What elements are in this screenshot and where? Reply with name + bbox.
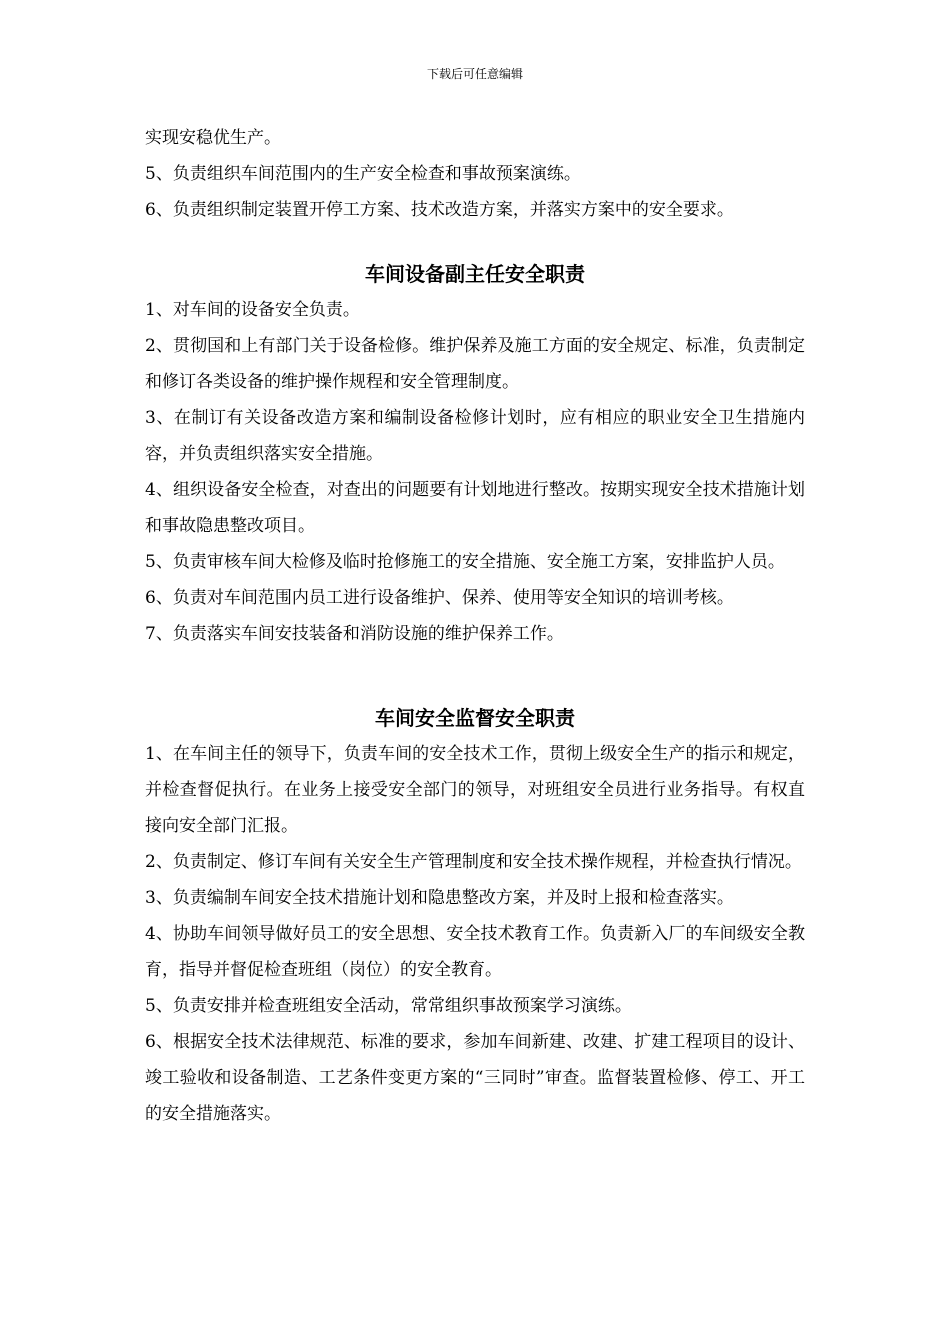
section1-paragraph-3: 3、在制订有关设备改造方案和编制设备检修计划时，应有相应的职业安全卫生措施内容，并负责组织落实安全措施。 (145, 408, 805, 464)
section1-paragraph-5: 5、负责审核车间大检修及临时抢修施工的安全措施、安全施工方案，安排监护人员。 (145, 552, 785, 572)
intro-paragraph-1: 实现安稳优生产。 (145, 128, 281, 148)
section2-paragraph-5: 5、负责安排并检查班组安全活动，常常组织事故预案学习演练。 (145, 996, 632, 1016)
section2-paragraph-6: 6、根据安全技术法律规范、标准的要求，参加车间新建、改建、扩建工程项目的设计、竣工验收和设备制造、工艺条件变更方案的“三同时”审查。监督装置检修、停工、开工的安全措施落实。 (145, 1032, 805, 1124)
section1-paragraph-7: 7、负责落实车间安技装备和消防设施的维护保养工作。 (145, 624, 564, 644)
document-body (145, 120, 805, 1132)
page-header-note: 下载后可任意编辑 (426, 67, 523, 81)
section1-paragraph-4: 4、组织设备安全检查，对查出的问题要有计划地进行整改。按期实现安全技术措施计划和事故隐患整改项目。 (145, 480, 805, 536)
section2-title: 车间安全监督安全职责 (375, 706, 575, 730)
section-spacer (145, 228, 805, 256)
section2-paragraph-1: 1、在车间主任的领导下，负责车间的安全技术工作，贯彻上级安全生产的指示和规定，并检查督促执行。在业务上接受安全部门的领导，对班组安全员进行业务指导。有权直接向安全部门汇报。 (145, 744, 805, 836)
section2-paragraph-4: 4、协助车间领导做好员工的安全思想、安全技术教育工作。负责新入厂的车间级安全教育，指导并督促检查班组（岗位）的安全教育。 (145, 924, 805, 980)
intro-paragraph-2: 5、负责组织车间范围内的生产安全检查和事故预案演练。 (145, 164, 581, 184)
intro-paragraph-3: 6、负责组织制定装置开停工方案、技术改造方案，并落实方案中的安全要求。 (145, 200, 734, 220)
section-spacer (145, 652, 805, 700)
section1-paragraph-6: 6、负责对车间范围内员工进行设备维护、保养、使用等安全知识的培训考核。 (145, 588, 734, 608)
section1-title: 车间设备副主任安全职责 (365, 262, 585, 286)
section1-paragraph-2: 2、贯彻国和上有部门关于设备检修。维护保养及施工方面的安全规定、标准，负责制定和修订各类设备的维护操作规程和安全管理制度。 (145, 336, 805, 392)
section1-paragraph-1: 1、对车间的设备安全负责。 (145, 300, 360, 320)
section2-paragraph-2: 2、负责制定、修订车间有关安全生产管理制度和安全技术操作规程，并检查执行情况。 (145, 852, 802, 872)
section2-paragraph-3: 3、负责编制车间安全技术措施计划和隐患整改方案，并及时上报和检查落实。 (145, 888, 734, 908)
